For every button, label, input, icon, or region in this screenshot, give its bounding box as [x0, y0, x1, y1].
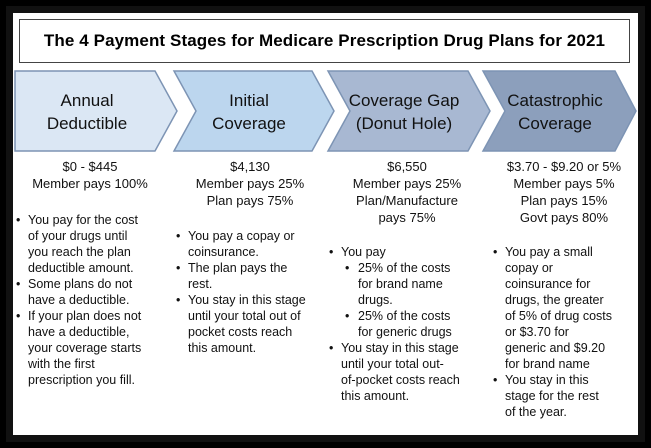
stage-4-details — [492, 158, 636, 420]
stage-1-label: Annual Deductible — [46, 91, 128, 133]
stage-3-label: Coverage Gap (Donut Hole) — [348, 91, 460, 133]
bullet-item: • You stay in this stage until your total out of pocket costs reach this amount. — [175, 292, 325, 356]
diagram-title: The 4 Payment Stages for Medicare Prescription Drug Plans for 2021 — [43, 31, 606, 50]
bullet-item: • You pay for the cost of your drugs until you reach the plan deductible amount. — [15, 212, 165, 276]
bullet-item: • You pay a copay or coinsurance. — [175, 228, 325, 260]
stage-2-details — [175, 158, 325, 356]
stage-2-label: Initial Coverage — [212, 91, 286, 133]
stage-3-details — [328, 158, 486, 404]
stage-4-summary: $3.70 - $9.20 or 5% Member pays 5% Plan pays 15% Govt pays 80% — [506, 159, 622, 225]
stage-1-details — [15, 158, 165, 388]
stage-2-summary: $4,130 Member pays 25% Plan pays 75% — [195, 159, 305, 208]
bullet-item: • You pay — [328, 244, 486, 260]
bullet-item: • If your plan does not have a deductible, your coverage starts with the first prescription you fill. — [15, 308, 165, 388]
stage-2-bullets — [175, 228, 325, 356]
bullet-item: • The plan pays the rest. — [175, 260, 325, 292]
stage-3-summary: $6,550 Member pays 25% Plan/Manufacture pays 75% — [352, 159, 462, 225]
stage-4-label: Catastrophic Coverage — [507, 91, 603, 133]
sub-bullet-item: • 25% of the costs for brand name drugs. — [328, 260, 486, 308]
diagram-canvas — [13, 13, 638, 435]
bullet-item: • You stay in this stage until your total out- of-pocket costs reach this amount. — [328, 340, 486, 404]
title-box — [19, 19, 630, 63]
sub-bullet-item: • 25% of the costs for generic drugs — [328, 308, 486, 340]
bullet-item: • You stay in this stage for the rest of the year. — [492, 372, 636, 420]
bullet-item: • You pay a small copay or coinsurance for drugs, the greater of 5% of drug costs or $3.70 for generic and $9.20 for brand name — [492, 244, 636, 372]
diagram-frame — [6, 6, 645, 442]
stage-4-bullets — [492, 244, 636, 420]
stage-3-bullets — [328, 244, 486, 404]
bullet-item: • Some plans do not have a deductible. — [15, 276, 165, 308]
stage-1-summary: $0 - $445 Member pays 100% — [32, 159, 148, 191]
stage-1-bullets — [15, 212, 165, 388]
